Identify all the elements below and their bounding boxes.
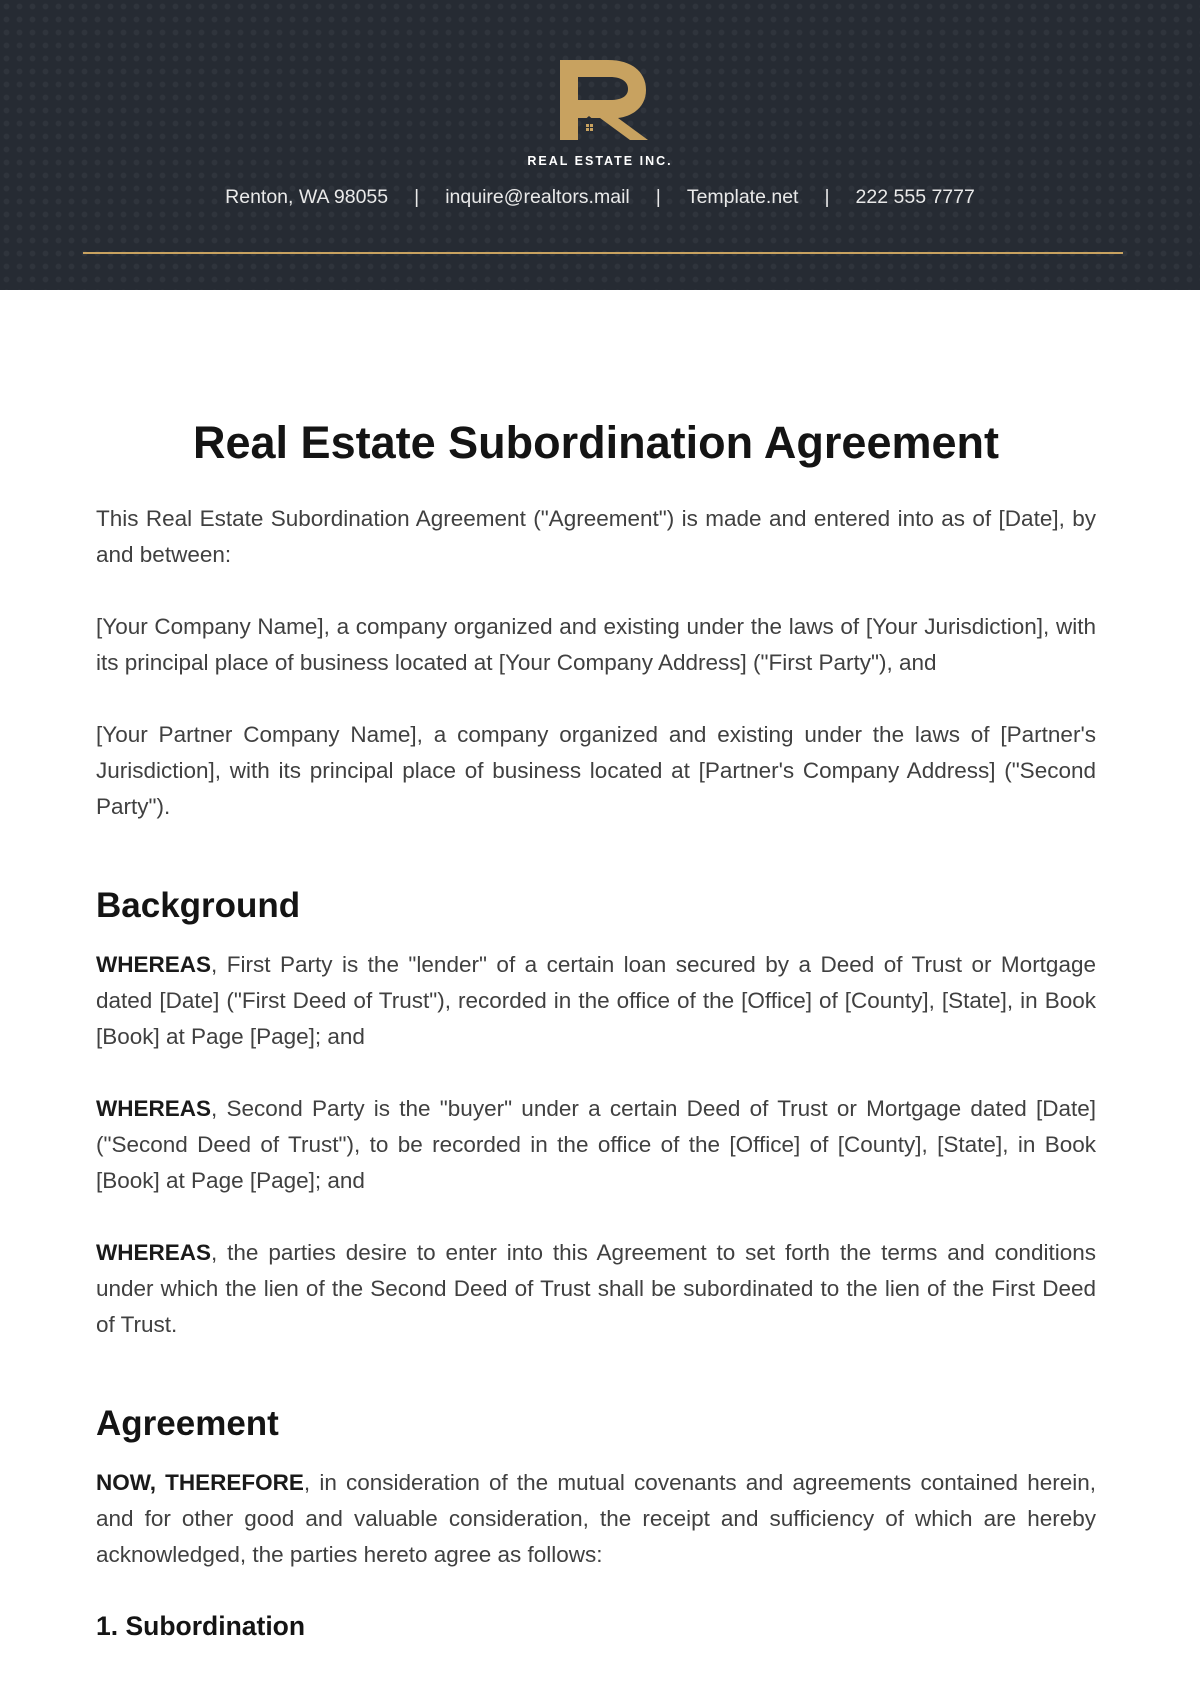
contact-row <box>0 186 1200 209</box>
header-divider <box>83 252 1123 254</box>
first-party-paragraph: [Your Company Name], a company organized and existing under the laws of [Your Jurisdiction], with its principal place of business located at [Your Company Address] ("First Party"), and <box>96 614 1096 675</box>
document-body <box>96 412 1096 1643</box>
clause-lead: WHEREAS <box>96 1240 212 1265</box>
subordination-heading: 1. Subordination <box>96 1611 306 1641</box>
agreement-heading: Agreement <box>96 1404 279 1443</box>
r-house-logo-icon <box>556 56 652 146</box>
clause-text: , in consideration of the mutual covenants and agreements contained herein, and for other good and valuable consideration, the receipt and sufficiency of which are hereby acknowledged, the parties hereto agree as follows: <box>96 1470 1096 1567</box>
clause-lead: NOW, THEREFORE <box>96 1470 304 1495</box>
clause-text: , Second Party is the "buyer" under a certain Deed of Trust or Mortgage dated [Date] ("Second Deed of Trust"), to be recorded in the office of the [Office] of [County], [State], in Book [Book] at Page [Page]; and <box>96 1096 1096 1193</box>
clause-lead: WHEREAS <box>96 1096 212 1121</box>
clause-lead: WHEREAS <box>96 952 212 977</box>
contact-separator: | <box>655 186 661 208</box>
letterhead-header <box>0 0 1200 290</box>
whereas-clause <box>96 1091 1096 1199</box>
second-party-paragraph: [Your Partner Company Name], a company organized and existing under the laws of [Partner's Jurisdiction], with its principal place of business located at [Partner's Company Address] ("Second Party"). <box>96 722 1096 819</box>
contact-address: Renton, WA 98055 <box>225 186 389 208</box>
whereas-clause <box>96 1235 1096 1343</box>
contact-separator: | <box>824 186 830 208</box>
intro-paragraph: This Real Estate Subordination Agreement ("Agreement") is made and entered into as of [Date], by and between: <box>96 506 1096 567</box>
document-title: Real Estate Subordination Agreement <box>193 417 999 468</box>
whereas-clause <box>96 947 1096 1055</box>
contact-email[interactable]: inquire@realtors.mail <box>445 186 630 208</box>
contact-phone: 222 555 7777 <box>855 186 975 208</box>
brand-name: REAL ESTATE INC. <box>527 154 673 168</box>
background-heading: Background <box>96 886 301 925</box>
clause-text: , First Party is the "lender" of a certain loan secured by a Deed of Trust or Mortgage dated [Date] ("First Deed of Trust"), recorded in the office of the [Office] of [County], [State], in Book [Book] at Page [Page]; and <box>96 952 1096 1049</box>
clause-text: , the parties desire to enter into this Agreement to set forth the terms and conditions under which the lien of the Second Deed of Trust shall be subordinated to the lien of the First Deed of Trust. <box>96 1240 1096 1337</box>
now-therefore-clause <box>96 1465 1096 1573</box>
contact-separator: | <box>414 186 420 208</box>
contact-website[interactable]: Template.net <box>686 186 799 208</box>
